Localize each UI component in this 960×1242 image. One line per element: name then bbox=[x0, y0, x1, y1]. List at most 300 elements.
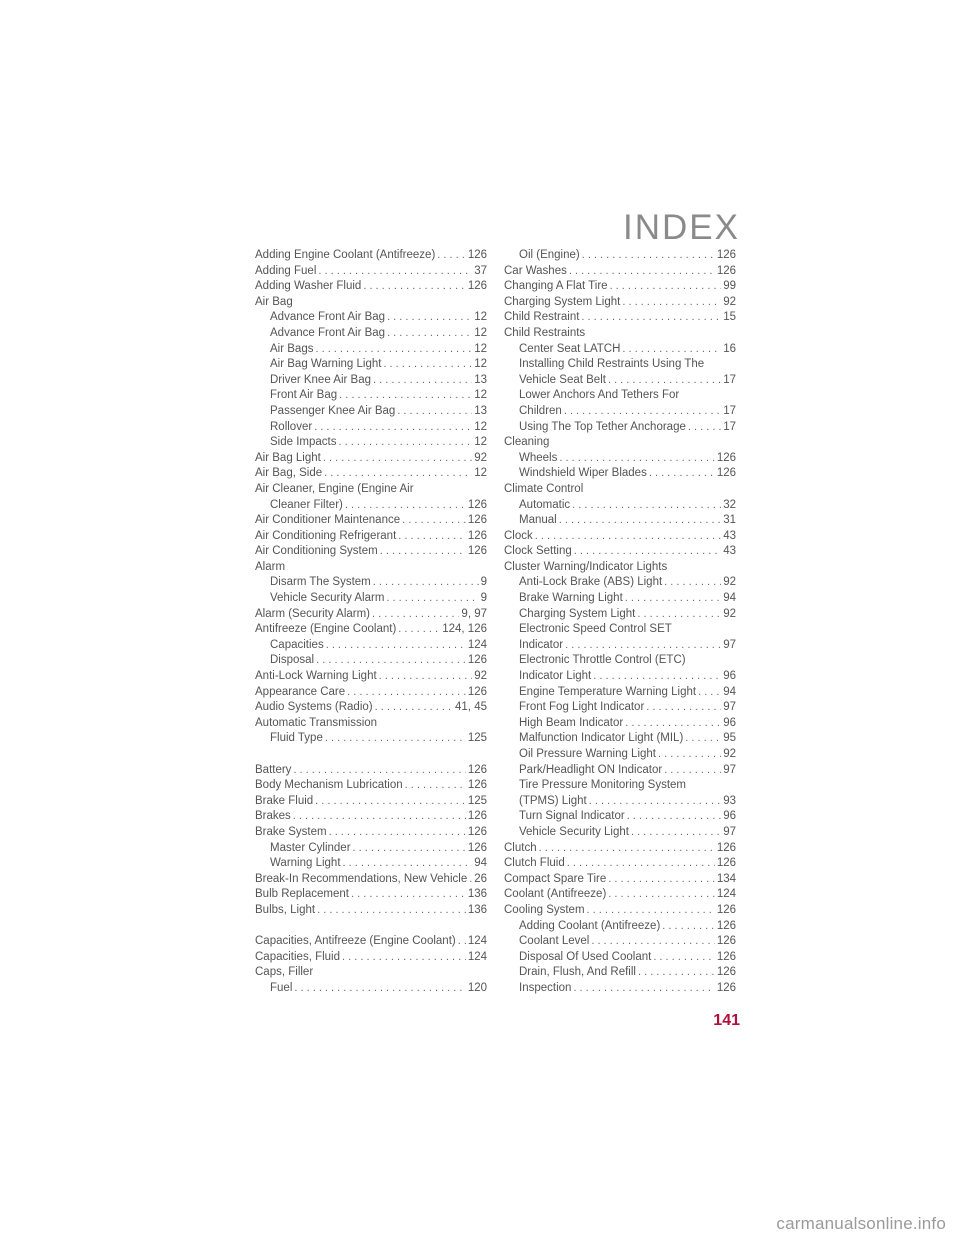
index-entry bbox=[255, 731, 487, 747]
dot-leader bbox=[349, 887, 466, 903]
dot-leader bbox=[533, 529, 721, 545]
index-entry-page: 124, 126 bbox=[442, 623, 487, 636]
index-entry-page: 92 bbox=[474, 670, 487, 683]
index-entry-page: 125 bbox=[467, 732, 487, 745]
index-entry-page: 126 bbox=[716, 966, 736, 979]
index-entry bbox=[504, 451, 736, 467]
index-entry-page: 126 bbox=[716, 919, 736, 932]
dot-leader bbox=[647, 466, 715, 482]
index-entry bbox=[504, 404, 736, 420]
index-entry bbox=[504, 669, 736, 685]
index-entry-label: Air Bag Warning Light bbox=[270, 358, 382, 371]
index-entry-label: Antifreeze (Engine Coolant) bbox=[255, 623, 397, 636]
index-entry-page: 92 bbox=[723, 576, 736, 589]
index-entry-label: Capacities bbox=[270, 638, 324, 651]
index-entry-label: Bulb Replacement bbox=[255, 888, 349, 901]
index-entry bbox=[504, 575, 736, 591]
dot-leader bbox=[696, 685, 721, 701]
index-entry-label: Brake Warning Light bbox=[519, 592, 623, 605]
index-entry-label: Charging System Light bbox=[519, 607, 636, 620]
index-entry-label: Windshield Wiper Blades bbox=[519, 467, 647, 480]
index-entry-page: 43 bbox=[723, 545, 736, 558]
dot-leader bbox=[456, 934, 466, 950]
index-entry-label: Vehicle Seat Belt bbox=[519, 373, 606, 386]
index-entry bbox=[504, 981, 736, 997]
index-entry-page: 94 bbox=[474, 857, 487, 870]
dot-leader bbox=[336, 435, 472, 451]
dot-leader bbox=[316, 264, 472, 280]
index-entry-page: 126 bbox=[716, 981, 736, 994]
index-entry-page: 95 bbox=[723, 732, 736, 745]
index-column-right bbox=[504, 248, 736, 997]
index-entry-label: Manual bbox=[519, 514, 557, 527]
dot-leader bbox=[403, 778, 466, 794]
index-entry-label: Advance Front Air Bag bbox=[270, 311, 386, 324]
dot-leader bbox=[361, 279, 465, 295]
dot-leader bbox=[587, 794, 721, 810]
index-entry bbox=[504, 466, 736, 482]
dot-leader bbox=[563, 638, 721, 654]
index-entry-label: Warning Light bbox=[270, 857, 341, 870]
index-entry bbox=[255, 607, 487, 623]
index-entry-label: Disposal bbox=[270, 654, 315, 667]
dot-leader bbox=[625, 809, 722, 825]
index-entry bbox=[255, 638, 487, 654]
dot-leader bbox=[565, 856, 715, 872]
index-entry-page: 97 bbox=[723, 825, 736, 838]
index-entry-page: 126 bbox=[467, 685, 487, 698]
index-entry bbox=[255, 451, 487, 467]
index-entry bbox=[255, 279, 487, 295]
index-entry bbox=[504, 653, 736, 669]
index-entry bbox=[504, 856, 736, 872]
index-entry-page: 41, 45 bbox=[455, 701, 487, 714]
index-entry-page: 126 bbox=[467, 545, 487, 558]
index-entry-label: Child Restraints bbox=[504, 326, 586, 339]
index-entry-label: Cleaning bbox=[504, 436, 550, 449]
index-entry bbox=[504, 435, 736, 451]
index-entry bbox=[255, 466, 487, 482]
dot-leader bbox=[686, 420, 721, 436]
index-entry bbox=[504, 716, 736, 732]
index-entry bbox=[255, 809, 487, 825]
index-entry-label: Drain, Flush, And Refill bbox=[519, 966, 636, 979]
index-entry bbox=[255, 716, 487, 732]
index-entry-label: Caps, Filler bbox=[255, 966, 314, 979]
index-entry-label: Air Conditioning System bbox=[255, 545, 378, 558]
index-entry bbox=[504, 685, 736, 701]
index-entry-label: Anti-Lock Brake (ABS) Light bbox=[519, 576, 663, 589]
index-entry-label: Clock Setting bbox=[504, 545, 572, 558]
dot-leader bbox=[341, 856, 473, 872]
index-entry-page: 12 bbox=[474, 436, 487, 449]
index-entry bbox=[255, 653, 487, 669]
index-entry bbox=[504, 513, 736, 529]
dot-leader bbox=[291, 763, 465, 779]
dot-leader bbox=[371, 373, 472, 389]
index-entry-label: Fluid Type bbox=[270, 732, 323, 745]
dot-leader bbox=[396, 622, 440, 638]
index-entry-label: Cooling System bbox=[504, 903, 585, 916]
index-entry-label: Master Cylinder bbox=[270, 841, 351, 854]
index-entry-label: Battery bbox=[255, 763, 292, 776]
index-entry-page: 96 bbox=[723, 810, 736, 823]
index-entry-page: 92 bbox=[723, 607, 736, 620]
index-entry-label: Capacities, Fluid bbox=[255, 950, 341, 963]
dot-leader bbox=[373, 700, 453, 716]
index-entry bbox=[504, 950, 736, 966]
index-entry-page: 126 bbox=[716, 903, 736, 916]
index-entry-label: Automatic bbox=[519, 498, 571, 511]
dot-leader bbox=[385, 310, 472, 326]
index-entry-page: 31 bbox=[723, 514, 736, 527]
dot-leader bbox=[629, 825, 721, 841]
index-entry bbox=[255, 529, 487, 545]
dot-leader bbox=[343, 498, 466, 514]
index-entry-label: Clutch Fluid bbox=[504, 857, 565, 870]
index-entry-page: 126 bbox=[467, 763, 487, 776]
index-entry-label: Cleaner Filter) bbox=[270, 498, 343, 511]
dot-leader bbox=[636, 965, 715, 981]
index-entry-page: 126 bbox=[716, 467, 736, 480]
index-entry-page: 96 bbox=[723, 716, 736, 729]
dot-leader bbox=[571, 981, 714, 997]
index-entry bbox=[504, 622, 736, 638]
index-entry-label: Brake System bbox=[255, 825, 327, 838]
index-entry-page: 9, 97 bbox=[461, 607, 487, 620]
index-entry-page: 126 bbox=[467, 779, 487, 792]
index-entry-label: Advance Front Air Bag bbox=[270, 326, 386, 339]
dot-leader bbox=[557, 513, 721, 529]
index-entry-label: Indicator bbox=[519, 638, 564, 651]
index-entry-label: Front Fog Light Indicator bbox=[519, 701, 645, 714]
index-entry bbox=[255, 342, 487, 358]
index-entry-label: Wheels bbox=[519, 451, 558, 464]
index-entry-label: Front Air Bag bbox=[270, 389, 338, 402]
index-entry bbox=[255, 887, 487, 903]
index-entry bbox=[504, 903, 736, 919]
index-entry-page: 26 bbox=[474, 872, 487, 885]
index-entry-label: Children bbox=[519, 404, 562, 417]
index-entry bbox=[504, 373, 736, 389]
index-entry-page: 92 bbox=[474, 451, 487, 464]
dot-leader bbox=[337, 388, 472, 404]
index-entry-label: Changing A Flat Tire bbox=[504, 280, 608, 293]
index-entry bbox=[504, 342, 736, 358]
dot-leader bbox=[562, 404, 721, 420]
index-entry bbox=[255, 373, 487, 389]
index-entry-page: 124 bbox=[716, 888, 736, 901]
dot-leader bbox=[620, 295, 721, 311]
index-entry-page: 126 bbox=[716, 249, 736, 261]
index-entry bbox=[255, 794, 487, 810]
index-entry-page: 97 bbox=[723, 701, 736, 714]
index-entry-label: Audio Systems (Radio) bbox=[255, 701, 373, 714]
index-entry-page: 124 bbox=[467, 950, 487, 963]
index-entry bbox=[255, 357, 487, 373]
index-entry-page: 13 bbox=[474, 404, 487, 417]
index-entry-page: 126 bbox=[467, 280, 487, 293]
index-entry bbox=[504, 420, 736, 436]
index-entry-page: 126 bbox=[716, 264, 736, 277]
index-entry-label: Vehicle Security Alarm bbox=[270, 592, 385, 605]
dot-leader bbox=[660, 919, 715, 935]
index-entry-page: 37 bbox=[474, 264, 487, 277]
index-entry-label: Disarm The System bbox=[270, 576, 371, 589]
index-entry-label: Adding Fuel bbox=[255, 264, 317, 277]
index-entry-label: Inspection bbox=[519, 981, 572, 994]
index-entry-page: 17 bbox=[723, 373, 736, 386]
index-entry bbox=[255, 903, 487, 919]
index-entry-page: 12 bbox=[474, 358, 487, 371]
dot-leader bbox=[396, 529, 466, 545]
index-entry bbox=[504, 934, 736, 950]
index-entry-label: Compact Spare Tire bbox=[504, 872, 607, 885]
dot-leader bbox=[324, 638, 466, 654]
index-entry-page: 12 bbox=[474, 420, 487, 433]
index-entry-label: Tire Pressure Monitoring System bbox=[519, 779, 687, 792]
index-entry-page: 9 bbox=[480, 576, 487, 589]
index-entry bbox=[255, 965, 487, 981]
index-entry bbox=[504, 482, 736, 498]
index-entry-label: Brake Fluid bbox=[255, 794, 314, 807]
dot-leader bbox=[570, 498, 721, 514]
index-entry-label: Child Restraint bbox=[504, 311, 580, 324]
index-entry-label: Passenger Knee Air Bag bbox=[270, 404, 396, 417]
dot-leader bbox=[651, 950, 715, 966]
dot-leader bbox=[623, 591, 721, 607]
index-entry-label: Center Seat LATCH bbox=[519, 342, 621, 355]
dot-leader bbox=[572, 544, 721, 560]
dot-leader bbox=[351, 841, 466, 857]
index-entry-page: 12 bbox=[474, 311, 487, 324]
page-title: INDEX bbox=[623, 208, 740, 247]
index-entry-page: 126 bbox=[467, 529, 487, 542]
dot-leader bbox=[608, 279, 722, 295]
index-entry-label: Rollover bbox=[270, 420, 313, 433]
index-entry-label: Break-In Recommendations, New Vehicle bbox=[255, 872, 468, 885]
index-entry bbox=[504, 591, 736, 607]
dot-leader bbox=[345, 685, 466, 701]
index-entry bbox=[504, 264, 736, 280]
index-entry bbox=[504, 529, 736, 545]
index-entry-label: Bulbs, Light bbox=[255, 903, 316, 916]
index-entry-label: Fuel bbox=[270, 981, 293, 994]
dot-leader bbox=[371, 575, 479, 591]
index-entry bbox=[504, 809, 736, 825]
index-entry bbox=[255, 950, 487, 966]
dot-leader bbox=[292, 981, 465, 997]
index-entry-label: Body Mechanism Lubrication bbox=[255, 779, 403, 792]
dot-leader bbox=[591, 669, 721, 685]
dot-leader bbox=[395, 404, 472, 420]
index-entry bbox=[255, 669, 487, 685]
index-entry-page: 16 bbox=[723, 342, 736, 355]
index-entry bbox=[504, 841, 736, 857]
index-entry bbox=[255, 310, 487, 326]
index-entry bbox=[504, 794, 736, 810]
index-entry bbox=[504, 763, 736, 779]
index-entry-page: 126 bbox=[467, 841, 487, 854]
index-entry-page: 17 bbox=[723, 420, 736, 433]
index-entry bbox=[255, 934, 487, 950]
dot-leader bbox=[312, 420, 472, 436]
dot-leader bbox=[377, 669, 473, 685]
dot-leader bbox=[589, 934, 714, 950]
index-entry-label: Coolant Level bbox=[519, 935, 590, 948]
dot-leader bbox=[580, 248, 715, 264]
index-entry-page: 97 bbox=[723, 638, 736, 651]
dot-leader bbox=[662, 763, 721, 779]
index-entry-label: Air Bags bbox=[270, 342, 314, 355]
index-entry-page: 94 bbox=[723, 592, 736, 605]
index-entry-label: Appearance Care bbox=[255, 685, 346, 698]
index-entry bbox=[504, 357, 736, 373]
dot-leader bbox=[606, 887, 715, 903]
dot-leader bbox=[340, 950, 466, 966]
index-entry bbox=[504, 872, 736, 888]
index-entry bbox=[504, 248, 736, 264]
dot-leader bbox=[620, 342, 721, 358]
index-entry bbox=[504, 887, 736, 903]
index-entry-page: 126 bbox=[467, 498, 487, 511]
index-entry bbox=[504, 295, 736, 311]
index-entry bbox=[504, 965, 736, 981]
dot-leader bbox=[381, 357, 472, 373]
index-entry-label: Clock bbox=[504, 529, 533, 542]
dot-leader bbox=[567, 264, 715, 280]
index-entry bbox=[255, 622, 487, 638]
index-entry-page: 12 bbox=[474, 342, 487, 355]
index-entry bbox=[504, 700, 736, 716]
dot-leader bbox=[323, 731, 466, 747]
index-entry-page: 9 bbox=[480, 592, 487, 605]
index-entry-page: 120 bbox=[467, 981, 487, 994]
index-entry-page: 126 bbox=[467, 654, 487, 667]
index-entry-label: Malfunction Indicator Light (MIL) bbox=[519, 732, 684, 745]
index-entry-label: Indicator Light bbox=[519, 670, 592, 683]
index-entry-label: Alarm bbox=[255, 560, 286, 573]
index-entry bbox=[504, 825, 736, 841]
index-entry bbox=[255, 575, 487, 591]
index-entry-page: 124 bbox=[467, 935, 487, 948]
index-entry bbox=[504, 498, 736, 514]
index-entry bbox=[255, 685, 487, 701]
index-entry-page: 97 bbox=[723, 763, 736, 776]
index-entry bbox=[255, 872, 487, 888]
dot-leader bbox=[557, 451, 714, 467]
dot-leader bbox=[635, 607, 721, 623]
index-entry-page: 94 bbox=[723, 685, 736, 698]
index-entry-label: Charging System Light bbox=[504, 295, 621, 308]
index-entry-page: 134 bbox=[716, 872, 736, 885]
index-entry bbox=[255, 544, 487, 560]
index-entry bbox=[255, 388, 487, 404]
index-entry-label: Clutch bbox=[504, 841, 537, 854]
index-entry-page: 99 bbox=[723, 280, 736, 293]
index-entry-label: Air Conditioner Maintenance bbox=[255, 514, 401, 527]
index-entry bbox=[255, 326, 487, 342]
dot-leader bbox=[313, 342, 472, 358]
index-entry-page: 126 bbox=[716, 857, 736, 870]
index-entry-page: 126 bbox=[716, 950, 736, 963]
index-column-left bbox=[255, 248, 487, 997]
index-entry-page: 92 bbox=[723, 295, 736, 308]
index-entry-label: Air Bag, Side bbox=[255, 467, 323, 480]
index-entry bbox=[504, 388, 736, 404]
index-entry-label: Cluster Warning/Indicator Lights bbox=[504, 560, 668, 573]
index-entry-label: (TPMS) Light bbox=[519, 794, 587, 807]
index-entry-label: Car Washes bbox=[504, 264, 567, 277]
dot-leader bbox=[623, 716, 721, 732]
index-entry bbox=[255, 763, 487, 779]
index-entry-page: 126 bbox=[467, 825, 487, 838]
index-entry-label: Lower Anchors And Tethers For bbox=[519, 389, 680, 402]
watermark[interactable]: carmanualsonline.info bbox=[776, 1214, 946, 1233]
index-entry bbox=[255, 264, 487, 280]
index-entry bbox=[504, 607, 736, 623]
dot-leader bbox=[537, 841, 715, 857]
index-entry-label: Adding Coolant (Antifreeze) bbox=[519, 919, 661, 932]
index-entry-label: Air Cleaner, Engine (Engine Air bbox=[255, 482, 414, 495]
index-entry-label: Turn Signal Indicator bbox=[519, 810, 625, 823]
index-entry-label: Vehicle Security Light bbox=[519, 825, 629, 838]
index-entry-label: Electronic Speed Control SET bbox=[519, 623, 672, 636]
index-entry-label: Alarm (Security Alarm) bbox=[255, 607, 371, 620]
index-entry bbox=[255, 560, 487, 576]
index-entry-label: Automatic Transmission bbox=[255, 716, 378, 729]
index-entry-page: 93 bbox=[723, 794, 736, 807]
index-entry bbox=[504, 310, 736, 326]
index-entry bbox=[255, 248, 487, 264]
index-entry-page: 92 bbox=[723, 748, 736, 760]
index-entry-page: 32 bbox=[723, 498, 736, 511]
dot-leader bbox=[321, 451, 472, 467]
index-entry-page: 13 bbox=[474, 373, 487, 386]
dot-leader bbox=[579, 310, 721, 326]
index-entry-label: Oil Pressure Warning Light bbox=[519, 748, 656, 760]
index-entry-page: 126 bbox=[716, 935, 736, 948]
index-entry-page: 15 bbox=[723, 311, 736, 324]
dot-leader bbox=[606, 373, 721, 389]
index-entry-label: Brakes bbox=[255, 810, 291, 823]
index-entry-label: Installing Child Restraints Using The bbox=[519, 358, 705, 371]
index-entry-label: High Beam Indicator bbox=[519, 716, 624, 729]
index-entry-label: Air Conditioning Refrigerant bbox=[255, 529, 397, 542]
index-entry-label: Using The Top Tether Anchorage bbox=[519, 420, 686, 433]
index-entry-page: 12 bbox=[474, 326, 487, 339]
dot-leader bbox=[384, 591, 478, 607]
dot-leader bbox=[644, 700, 721, 716]
index-entry bbox=[255, 295, 487, 311]
index-entry bbox=[255, 435, 487, 451]
dot-leader bbox=[370, 607, 459, 623]
index-entry bbox=[255, 591, 487, 607]
index-entry-label: Air Bag bbox=[255, 295, 293, 308]
index-entry-page: 124 bbox=[467, 638, 487, 651]
index-entry bbox=[255, 404, 487, 420]
index-entry bbox=[504, 279, 736, 295]
dot-leader bbox=[291, 809, 466, 825]
index-entry bbox=[255, 700, 487, 716]
index-entry bbox=[255, 482, 487, 498]
index-entry bbox=[255, 856, 487, 872]
index-entry-page: 126 bbox=[716, 841, 736, 854]
dot-leader bbox=[585, 903, 715, 919]
index-entry-label: Capacities, Antifreeze (Engine Coolant) bbox=[255, 935, 456, 948]
dot-leader bbox=[435, 248, 466, 264]
index-entry-page: 126 bbox=[467, 810, 487, 823]
